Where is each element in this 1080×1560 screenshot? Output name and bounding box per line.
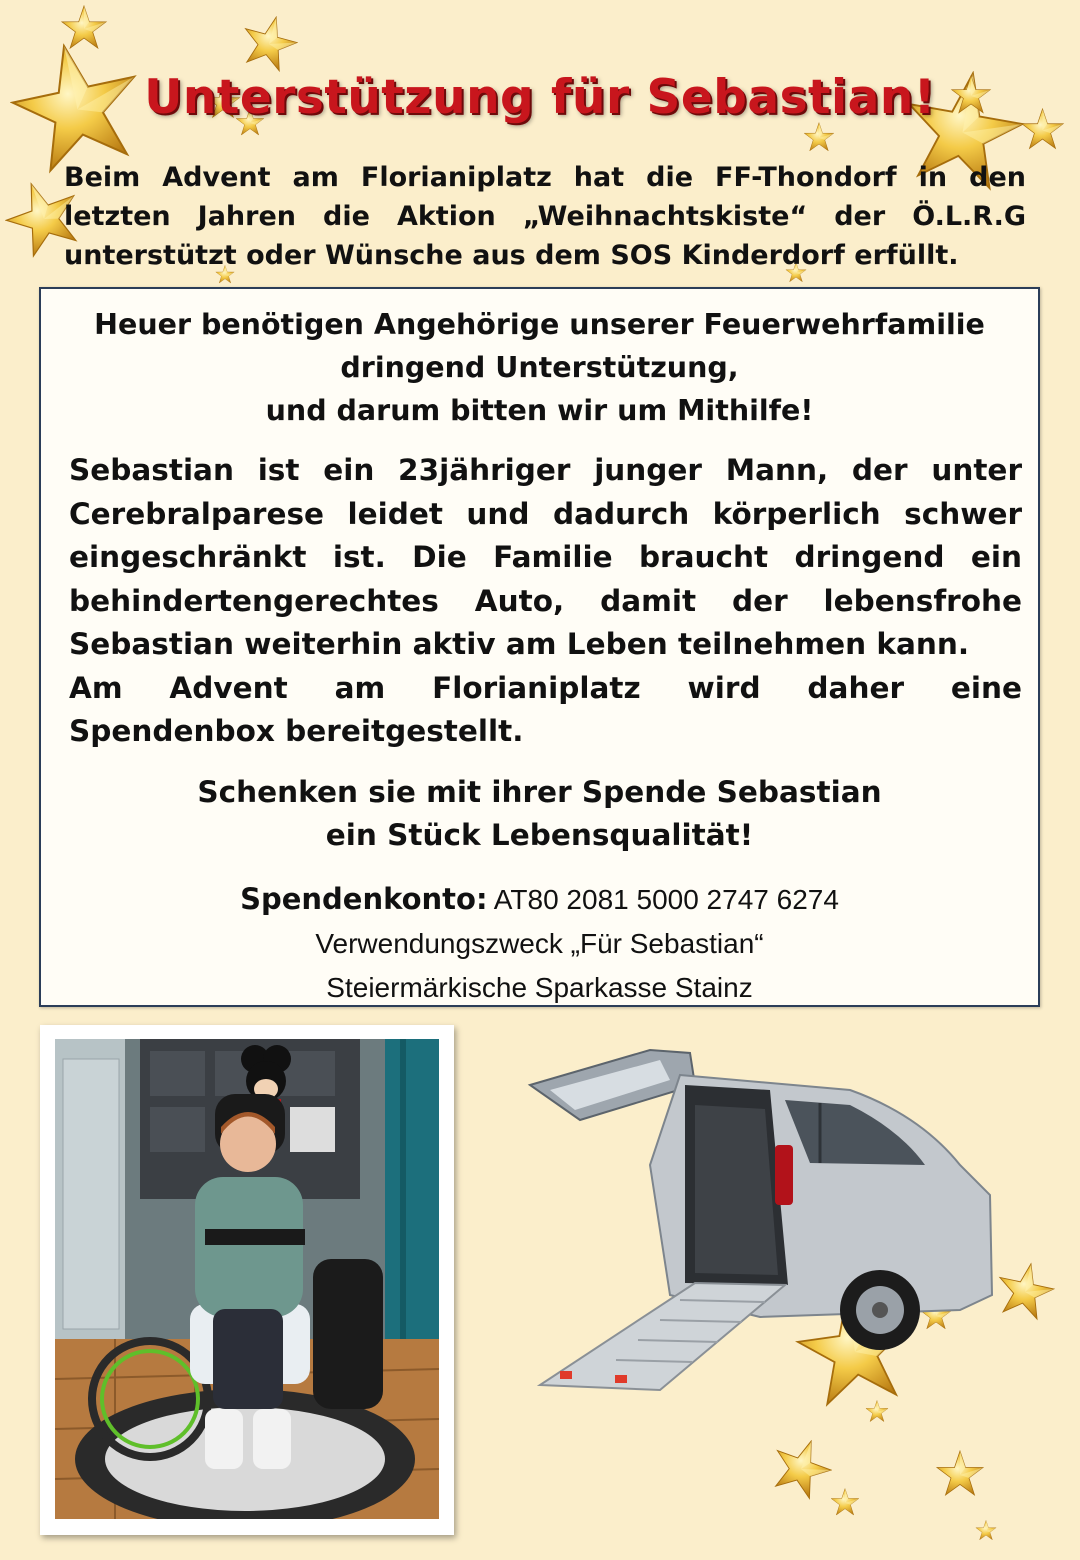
story-paragraph bbox=[69, 449, 1022, 754]
star-icon bbox=[975, 1520, 997, 1542]
account-label: Spendenkonto: bbox=[240, 882, 488, 916]
photo-frame bbox=[40, 1025, 454, 1535]
star-icon bbox=[935, 1450, 985, 1500]
appeal-line: ein Stück Lebensqualität! bbox=[325, 818, 754, 852]
bank-name: Steiermärkische Sparkasse Stainz bbox=[326, 972, 753, 1003]
star-icon bbox=[770, 1438, 832, 1500]
sebastian-photo bbox=[55, 1039, 439, 1519]
appeal-text bbox=[41, 771, 1038, 857]
info-box bbox=[39, 287, 1040, 1007]
account-line bbox=[41, 877, 1038, 922]
story-line: Am Advent am Florianiplatz wird daher eine bbox=[69, 670, 1022, 705]
star-icon bbox=[60, 5, 108, 53]
star-icon bbox=[240, 15, 298, 73]
story-line: behindertengerechtes Auto, damit der lebensfrohe bbox=[69, 583, 1022, 618]
story-line: eingeschränkt ist. Die Familie braucht dringend ein bbox=[69, 540, 1022, 574]
appeal-line: Schenken sie mit ihrer Spende Sebastian bbox=[197, 775, 882, 809]
story-line: Cerebralparese leidet und dadurch körperlich schwer bbox=[69, 496, 1022, 531]
page-title: Unterstützung für Sebastian! bbox=[144, 70, 936, 125]
star-icon bbox=[830, 1488, 860, 1518]
lead-line: Heuer benötigen Angehörige unserer Feuerwehrfamilie bbox=[94, 308, 985, 341]
iban: AT80 2081 5000 2747 6274 bbox=[493, 884, 839, 915]
bank-details bbox=[41, 877, 1038, 1010]
lead-text bbox=[41, 303, 1038, 432]
story-line: Spendenbox bereitgestellt. bbox=[69, 714, 524, 748]
star-icon bbox=[995, 1262, 1055, 1322]
star-icon bbox=[803, 122, 835, 154]
intro-paragraph: Beim Advent am Florianiplatz hat die FF-Thondorf in den letzten Jahren die Aktion „Weihnachtskiste“ der Ö.L.R.G unterstützt oder Wünsche aus dem SOS Kinderdorf erfüllt. bbox=[64, 162, 1026, 271]
story-line: Sebastian weiterhin aktiv am Leben teilnehmen kann. bbox=[69, 627, 970, 661]
story-line: Sebastian ist ein 23jähriger junger Mann, der unter bbox=[69, 453, 1022, 487]
lead-line: und darum bitten wir um Mithilfe! bbox=[265, 394, 814, 427]
accessible-van-image bbox=[520, 1045, 1000, 1405]
lead-line: dringend Unterstützung, bbox=[340, 351, 739, 384]
purpose: Verwendungszweck „Für Sebastian“ bbox=[315, 928, 764, 959]
